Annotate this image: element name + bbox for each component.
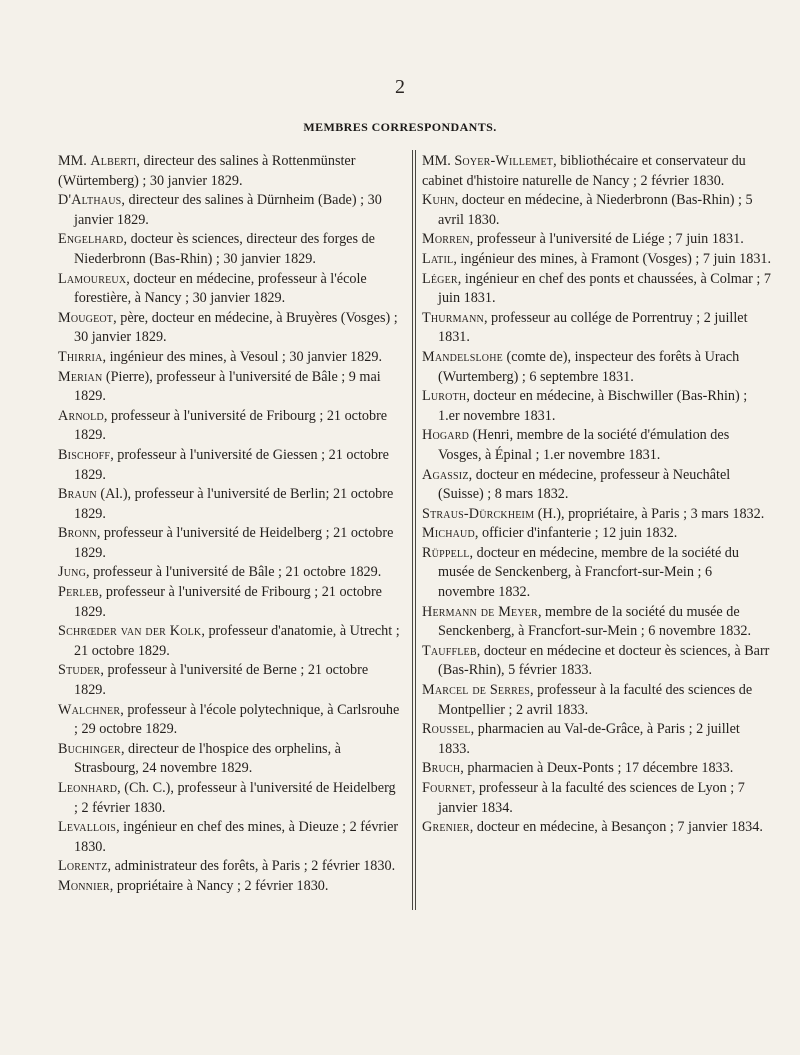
member-name: Lamoureux (58, 270, 127, 287)
list-item (58, 857, 403, 877)
member-name: Arnold (58, 407, 104, 424)
list-item (58, 270, 403, 309)
list-item (58, 583, 403, 622)
member-name: Latil (422, 250, 454, 267)
list-item (422, 191, 772, 230)
member-name: Marcel de Serres (422, 682, 531, 699)
list-item (422, 230, 772, 250)
list-item (422, 642, 772, 681)
member-name: Bruch (422, 760, 461, 777)
right-column (422, 152, 772, 838)
member-details: , professeur à l'université de Bâle ; 21 octobre 1829. (86, 564, 382, 581)
member-details: , ingénieur des mines, à Framont (Vosges) ; 7 juin 1831. (453, 250, 772, 267)
list-item (58, 740, 403, 779)
list-item (58, 309, 403, 348)
list-item (422, 681, 772, 720)
member-details: , (Ch. C.), professeur à l'université de Heidelberg ; 2 février 1830. (74, 780, 396, 816)
member-name: Grenier (422, 819, 470, 836)
member-name: Engelhard (58, 231, 124, 248)
member-name: Jung (58, 564, 86, 581)
member-details: , docteur ès sciences, directeur des forges de Niederbronn (Bas-Rhin) ; 30 janvier 1829. (74, 231, 375, 267)
page-number: 2 (395, 76, 405, 98)
list-item (422, 603, 772, 642)
member-details: , bibliothécaire et conservateur du cabinet d'histoire naturelle de Nancy ; 2 février 1830. (422, 153, 746, 189)
column-divider (415, 150, 416, 910)
list-item (422, 759, 772, 779)
list-item (58, 348, 403, 368)
member-name: Hogard (422, 427, 470, 444)
list-item (58, 152, 403, 191)
member-details: , officier d'infanterie ; 12 juin 1832. (474, 525, 678, 542)
list-item (422, 309, 772, 348)
member-details: , docteur en médecine et docteur ès sciences, à Barr (Bas-Rhin), 5 février 1833. (438, 642, 770, 679)
member-details: , professeur à l'université de Fribourg ; 21 octobre 1829. (74, 584, 382, 620)
list-item (58, 446, 403, 485)
list-item (422, 524, 772, 544)
member-name: Fournet (422, 780, 472, 796)
list-item (58, 230, 403, 269)
list-item (58, 661, 403, 700)
member-details: (Al.), professeur à l'université de Berlin; 21 octobre 1829. (74, 486, 394, 522)
member-name: Roussel (422, 721, 471, 738)
list-item (422, 466, 772, 505)
list-item (422, 152, 772, 191)
member-details: , professeur au collége de Porrentruy ; 2 juillet 1831. (438, 309, 748, 346)
member-name: Alberti (90, 153, 137, 169)
member-details: , docteur en médecine, professeur à Neuchâtel (Suisse) ; 8 mars 1832. (438, 466, 731, 503)
list-item (58, 524, 403, 563)
list-item (422, 426, 772, 465)
member-details: , ingénieur en chef des ponts et chaussées, à Colmar ; 7 juin 1831. (438, 270, 771, 307)
list-item (422, 544, 772, 603)
list-item (58, 622, 403, 661)
member-name: Straus-Dürckheim (422, 505, 535, 522)
member-name: Thurmann (422, 309, 484, 326)
list-item (422, 818, 772, 838)
member-name: Leonhard (58, 780, 118, 796)
list-item (58, 818, 403, 857)
list-item (422, 720, 772, 759)
list-item (422, 270, 772, 309)
list-item (422, 348, 772, 387)
column-divider (412, 150, 413, 910)
member-details: , directeur de l'hospice des orphelins, à Strasbourg, 24 novembre 1829. (74, 740, 341, 777)
member-name: Thirria (58, 348, 103, 365)
list-item (422, 779, 772, 818)
member-details: , administrateur des forêts, à Paris ; 2 février 1830. (107, 858, 396, 875)
member-details: , professeur à l'université de Liége ; 7 juin 1831. (469, 231, 744, 248)
list-item (58, 563, 403, 583)
member-name: Levallois (58, 819, 117, 836)
member-details: , docteur en médecine, à Bischwiller (Bas-Rhin) ; 1.er novembre 1831. (438, 388, 748, 424)
list-item (58, 485, 403, 524)
member-name: Monnier (58, 877, 110, 894)
member-details: , professeur à l'université de Fribourg ; 21 octobre 1829. (74, 407, 388, 444)
member-details: (comte de), inspecteur des forêts à Urach (Wurtemberg) ; 6 septembre 1831. (438, 348, 740, 385)
member-details: (Pierre), professeur à l'université de Bâle ; 9 mai 1829. (74, 368, 381, 405)
member-details: , docteur en médecine, à Niederbronn (Bas-Rhin) ; 5 avril 1830. (438, 192, 753, 228)
member-name: Mougeot (58, 309, 114, 326)
member-details: , père, docteur en médecine, à Bruyères (Vosges) ; 30 janvier 1829. (74, 309, 398, 346)
list-item (58, 407, 403, 446)
member-name: Mandelslohe (422, 348, 503, 365)
member-name: Perleb (58, 584, 99, 601)
member-name: Lorentz (58, 858, 108, 875)
member-name: Léger (422, 270, 458, 287)
list-item (422, 387, 772, 426)
member-details: , directeur des salines à Dürnheim (Bade) ; 30 janvier 1829. (74, 192, 382, 228)
member-details: , professeur à la faculté des sciences de Montpellier ; 2 avril 1833. (438, 682, 753, 718)
member-details: , pharmacien à Deux-Ponts ; 17 décembre 1833. (460, 760, 734, 777)
title-prefix: MM. (422, 153, 451, 169)
member-name: Studer (58, 662, 101, 679)
member-details: , ingénieur des mines, à Vesoul ; 30 janvier 1829. (102, 348, 383, 365)
member-name: Agassiz (422, 466, 469, 483)
member-name: Soyer-Willemet (454, 153, 554, 169)
member-details: , professeur à l'université de Heidelberg ; 21 octobre 1829. (74, 525, 394, 561)
title-prefix: MM. (58, 153, 87, 169)
member-name: Merian (58, 368, 103, 385)
member-details: , pharmacien au Val-de-Grâce, à Paris ; 2 juillet 1833. (438, 721, 740, 757)
member-details: , professeur à la faculté des sciences de Lyon ; 7 janvier 1834. (438, 780, 745, 816)
member-name: Bronn (58, 525, 97, 542)
member-name: Rüppell (422, 544, 470, 561)
member-details: , directeur des salines à Rottenmünster (Würtemberg) ; 30 janvier 1829. (58, 153, 356, 189)
member-details: (Henri, membre de la société d'émulation des Vosges, à Épinal ; 1.er novembre 1831. (438, 427, 730, 463)
member-details: , docteur en médecine, à Besançon ; 7 janvier 1834. (469, 819, 763, 836)
member-name: Buchinger (58, 740, 121, 757)
list-item (58, 701, 403, 740)
member-details: , professeur à l'université de Giessen ; 21 octobre 1829. (74, 446, 389, 483)
member-name: Walchner (58, 701, 121, 718)
list-item (422, 505, 772, 525)
member-name: Schrœder van der Kolk (58, 623, 202, 640)
member-details: , professeur d'anatomie, à Utrecht ; 21 octobre 1829. (74, 623, 400, 659)
member-name: Braun (58, 486, 97, 503)
page-title: MEMBRES CORRESPONDANTS. (303, 120, 497, 134)
list-item (58, 779, 403, 818)
list-item (58, 368, 403, 407)
list-item (58, 877, 403, 897)
member-name: D'Althaus (58, 192, 122, 209)
member-name: Bischoff (58, 446, 111, 463)
member-details: (H.), propriétaire, à Paris ; 3 mars 1832. (534, 505, 765, 522)
member-details: , professeur à l'école polytechnique, à Carlsrouhe ; 29 octobre 1829. (74, 701, 400, 738)
member-details: , propriétaire à Nancy ; 2 février 1830. (109, 877, 329, 894)
member-details: , ingénieur en chef des mines, à Dieuze ; 2 février 1830. (74, 819, 399, 855)
member-name: Morren (422, 231, 470, 248)
member-name: Tauffleb (422, 642, 477, 659)
member-name: Luroth (422, 388, 467, 405)
member-details: , membre de la société du musée de Senckenberg, à Francfort-sur-Mein ; 6 novembre 1832. (438, 603, 752, 640)
member-name: Hermann de Meyer (422, 603, 538, 620)
list-item (58, 191, 403, 230)
member-name: Michaud (422, 525, 475, 542)
member-details: , docteur en médecine, membre de la société du musée de Senckenberg, à Francfort-sur-Mein ; 6 novembre 1832. (438, 544, 739, 601)
member-name: Kuhn (422, 192, 455, 209)
list-item (422, 250, 772, 270)
left-column (58, 152, 403, 897)
member-details: , professeur à l'université de Berne ; 21 octobre 1829. (74, 662, 369, 699)
member-details: , docteur en médecine, professeur à l'école forestière, à Nancy ; 30 janvier 1829. (74, 270, 367, 307)
